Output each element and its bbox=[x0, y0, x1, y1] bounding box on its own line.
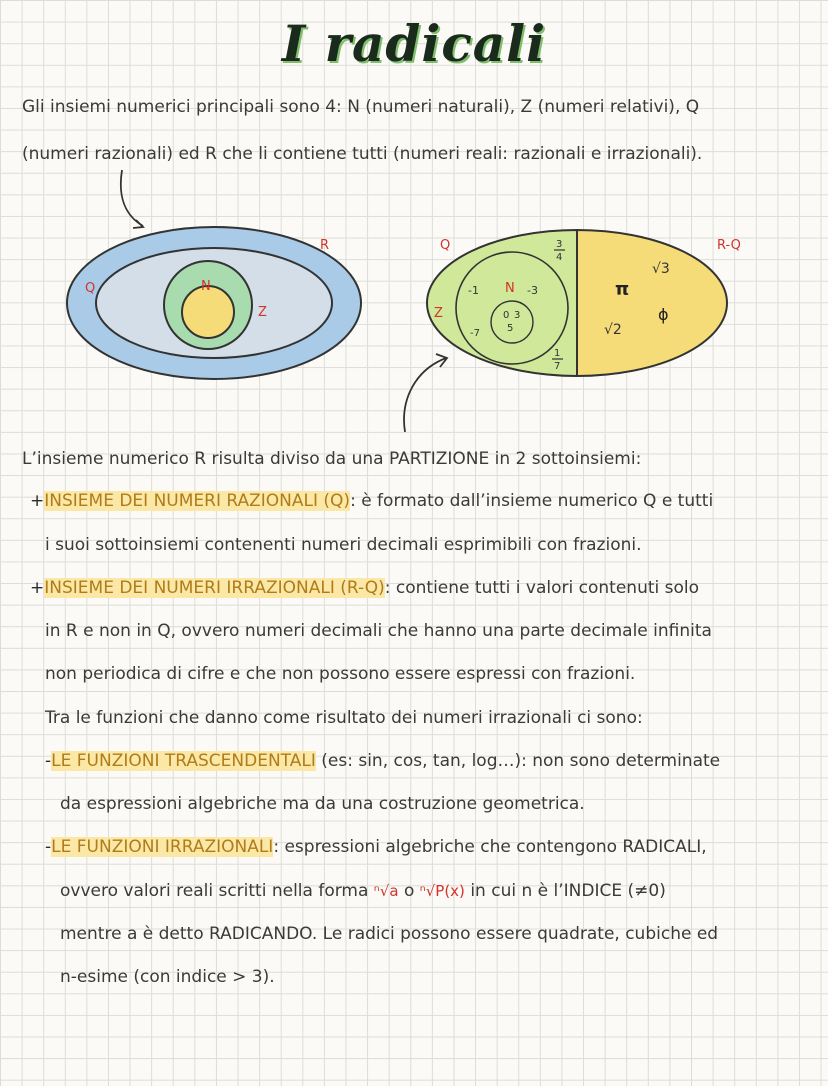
irr-sqrt3: √3 bbox=[652, 261, 670, 277]
num-minus1: -1 bbox=[468, 284, 479, 297]
sub-transcendental bbox=[45, 751, 720, 771]
irr-sqrt2: √2 bbox=[604, 322, 622, 338]
index-text: in cui n è l’INDICE (≠0) bbox=[470, 881, 666, 901]
irrational-functions-line-3: mentre a è detto RADICANDO. Le radici possono essere quadrate, cubiche ed bbox=[60, 924, 719, 944]
page-title: I radicali bbox=[281, 14, 547, 73]
frac1-num: 3 bbox=[556, 239, 563, 250]
num-0: 0 bbox=[503, 310, 510, 321]
sub-marker: - bbox=[45, 751, 52, 771]
highlight-transcendental: LE FUNZIONI TRASCENDENTALI bbox=[51, 751, 316, 771]
irrational-line-3: non periodica di cifre e che non possono essere espressi con frazioni. bbox=[45, 664, 636, 684]
arrow-left-head bbox=[133, 220, 143, 228]
irr-pi: π bbox=[615, 279, 630, 300]
irrational-functions-rest: : espressioni algebriche che contengono RADICALI, bbox=[273, 837, 707, 857]
highlight-rational: INSIEME DEI NUMERI RAZIONALI (Q) bbox=[44, 491, 351, 511]
rational-line-2: i suoi sottoinsiemi contenenti numeri decimali esprimibili con frazioni. bbox=[45, 535, 642, 555]
sub-marker: - bbox=[45, 837, 52, 857]
irrational-functions-line-2 bbox=[60, 881, 666, 901]
arrow-left bbox=[121, 170, 143, 226]
formula-a: ⁿ√a bbox=[373, 882, 399, 900]
arrow-right bbox=[404, 358, 446, 432]
frac2-num: 1 bbox=[554, 348, 561, 359]
irrational-line-4: Tra le funzioni che danno come risultato dei numeri irrazionali ci sono: bbox=[45, 708, 643, 728]
num-5: 5 bbox=[507, 323, 514, 334]
transcendental-rest: (es: sin, cos, tan, log…): non sono determinate bbox=[315, 751, 721, 771]
label-n: N bbox=[201, 279, 211, 294]
formula-px: ⁿ√P(x) bbox=[419, 882, 465, 900]
irr-phi: ϕ bbox=[658, 305, 669, 324]
set-rq-half bbox=[577, 230, 727, 376]
num-minus3: -3 bbox=[527, 284, 538, 297]
form-text: ovvero valori reali scritti nella forma bbox=[60, 881, 369, 901]
intro-line-2: (numeri razionali) ed R che li contiene tutti (numeri reali: razionali e irrazionali). bbox=[22, 144, 703, 164]
num-minus7: -7 bbox=[470, 328, 480, 339]
bullet-marker: + bbox=[30, 578, 45, 598]
num-3: 3 bbox=[514, 310, 521, 321]
label-q: Q bbox=[85, 281, 96, 296]
label-z: Z bbox=[258, 305, 267, 320]
bullet-rational bbox=[30, 491, 713, 511]
rational-rest: : è formato dall’insieme numerico Q e tutti bbox=[350, 491, 714, 511]
label-n-right: N bbox=[505, 281, 515, 296]
bullet-marker: + bbox=[30, 491, 45, 511]
label-rq: R-Q bbox=[717, 238, 741, 253]
sub-irrational-functions bbox=[45, 837, 707, 857]
frac2-den: 7 bbox=[554, 361, 561, 372]
irrational-functions-line-4: n-esime (con indice > 3). bbox=[60, 967, 275, 987]
irrational-line-2: in R e non in Q, ovvero numeri decimali che hanno una parte decimale infinita bbox=[45, 621, 712, 641]
number-sets-diagram bbox=[0, 160, 828, 440]
highlight-irrational-functions: LE FUNZIONI IRRAZIONALI bbox=[51, 837, 274, 857]
or-text: o bbox=[403, 881, 415, 901]
label-r: R bbox=[320, 238, 330, 253]
irrational-rest: : contiene tutti i valori contenuti solo bbox=[384, 578, 700, 598]
partition-intro: L’insieme numerico R risulta diviso da una PARTIZIONE in 2 sottoinsiemi: bbox=[22, 449, 642, 469]
intro-line-1: Gli insiemi numerici principali sono 4: N (numeri naturali), Z (numeri relativi), Q bbox=[22, 97, 700, 117]
label-z-right: Z bbox=[434, 306, 443, 321]
highlight-irrational: INSIEME DEI NUMERI IRRAZIONALI (R-Q) bbox=[44, 578, 385, 598]
label-q-right: Q bbox=[440, 238, 451, 253]
transcendental-line-2: da espressioni algebriche ma da una costruzione geometrica. bbox=[60, 794, 585, 814]
frac1-den: 4 bbox=[556, 252, 563, 263]
bullet-irrational bbox=[30, 578, 699, 598]
